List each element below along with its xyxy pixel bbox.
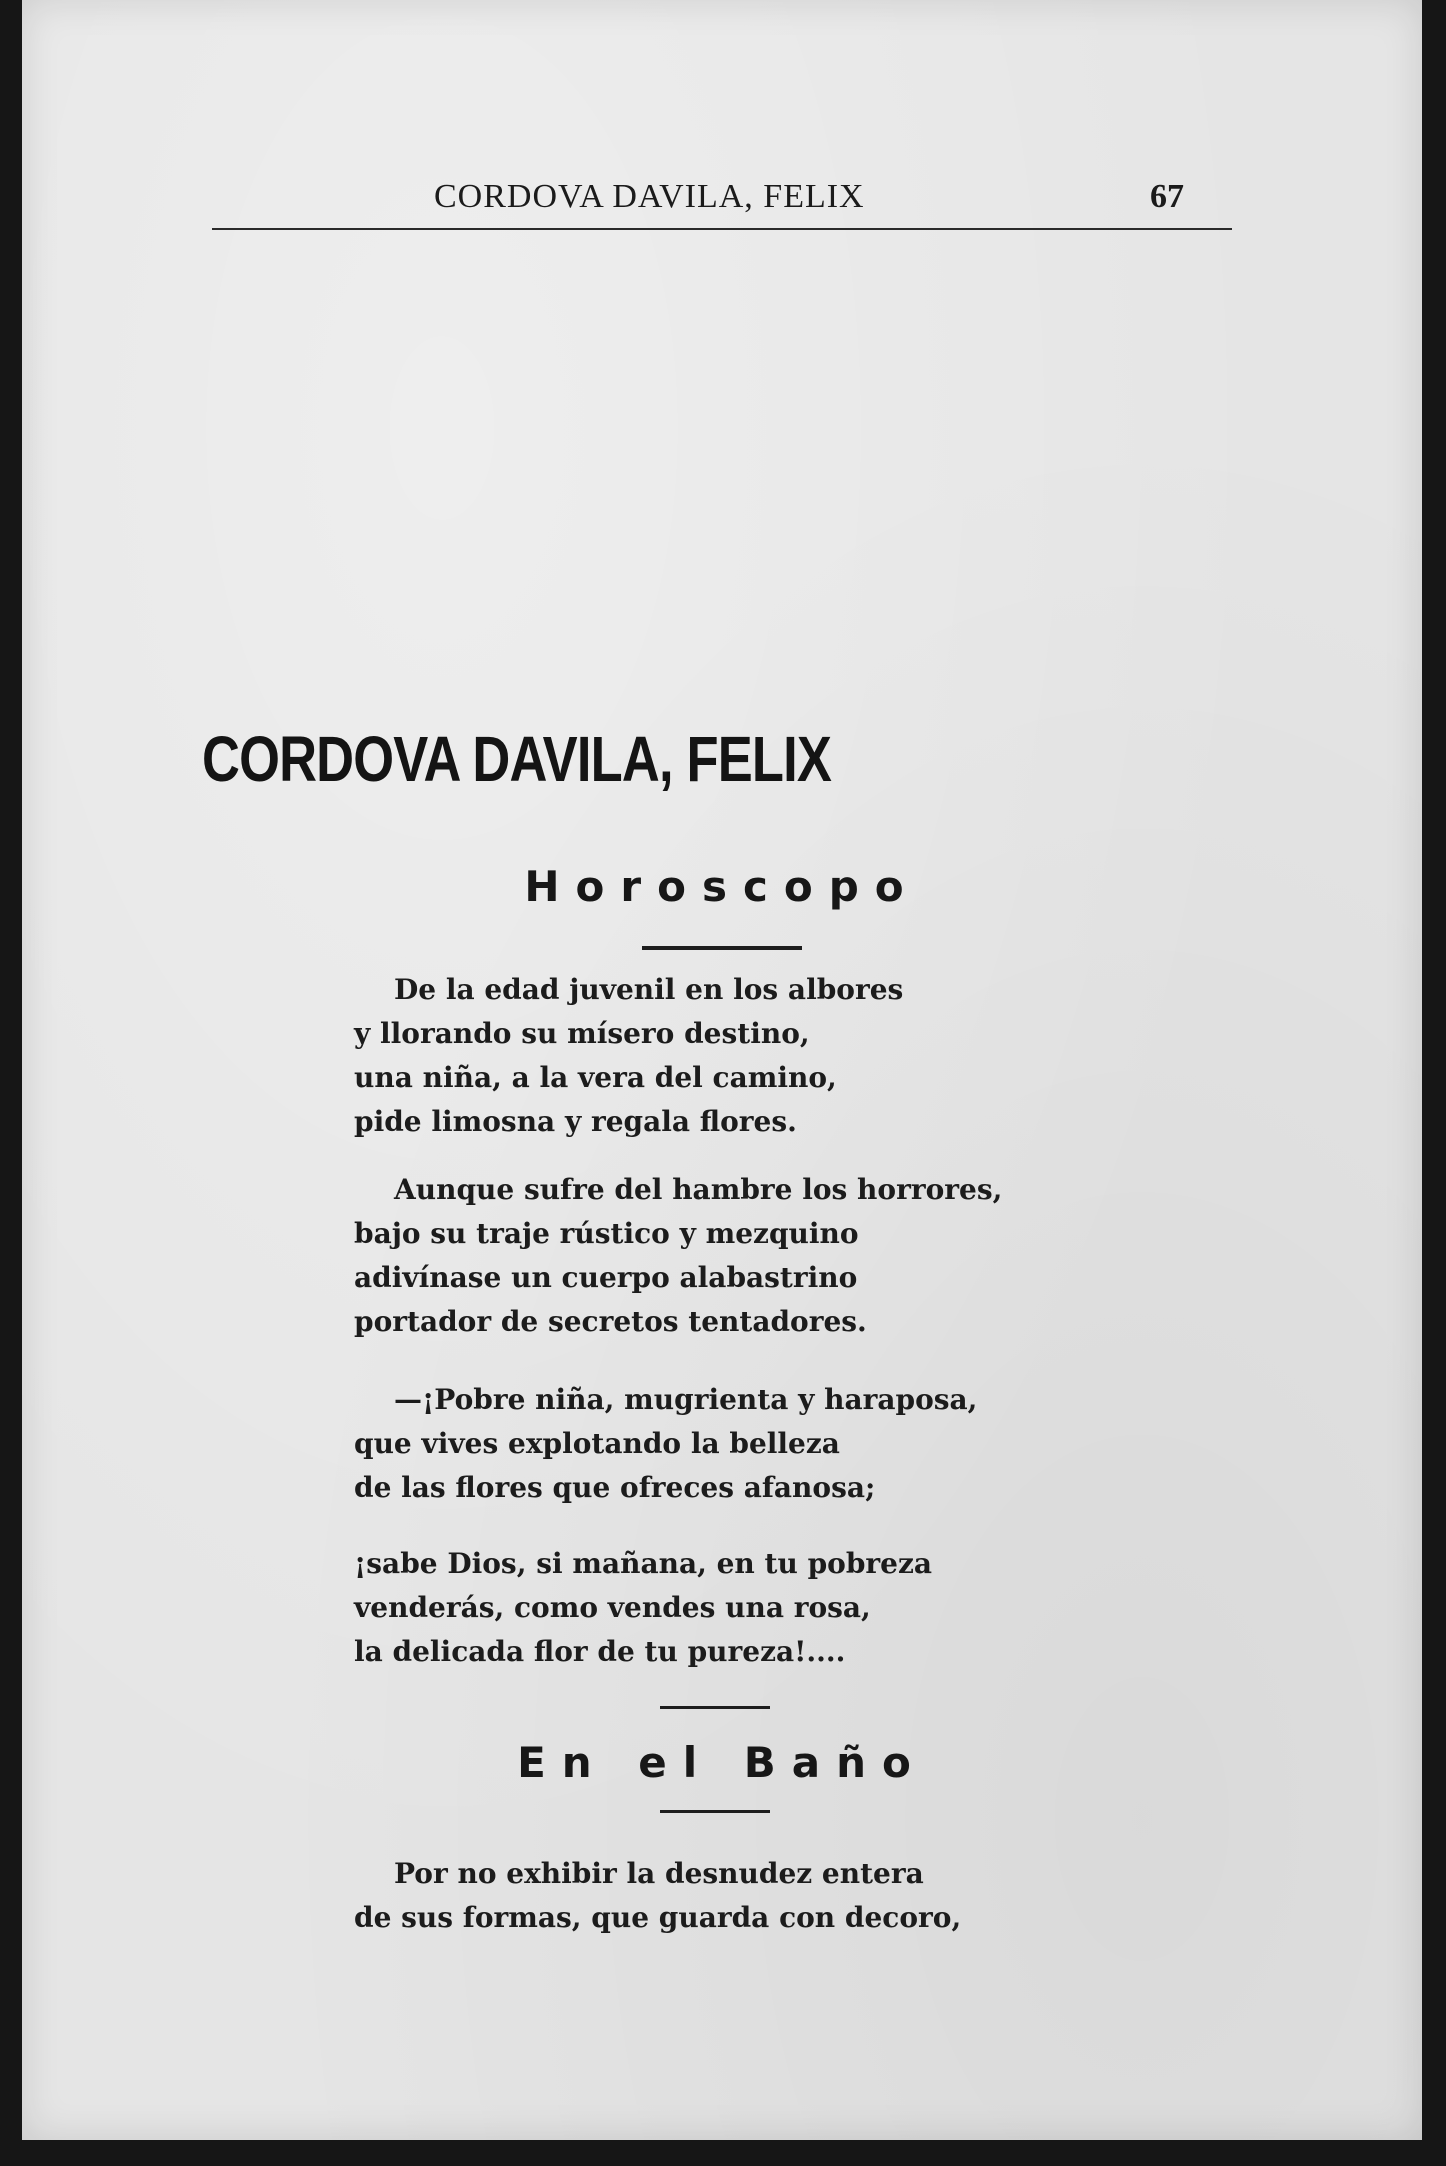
verse-line: Aunque sufre del hambre los horrores, [394, 1173, 1003, 1206]
author-heading: CORDOVA DAVILA, FELIX [202, 723, 832, 795]
title-rule [642, 946, 802, 950]
verse-line: De la edad juvenil en los albores [394, 973, 904, 1006]
poem1-stanza-2 [354, 1168, 1002, 1344]
verse-line: pide limosna y regala flores. [354, 1105, 797, 1138]
section-divider [660, 1706, 770, 1709]
verse-line: Por no exhibir la desnudez entera [394, 1857, 924, 1890]
title-rule [660, 1810, 770, 1813]
verse-line: ¡sabe Dios, si mañana, en tu pobreza [354, 1547, 933, 1580]
verse-line: de las flores que ofreces afanosa; [354, 1471, 876, 1504]
verse-line: y llorando su mísero destino, [354, 1017, 810, 1050]
poem-title-en-el-bano: En el Baño [517, 1738, 927, 1787]
verse-line: bajo su traje rústico y mezquino [354, 1217, 859, 1250]
page-number: 67 [1150, 178, 1184, 215]
verse-line: portador de secretos tentadores. [354, 1305, 867, 1338]
poem-title-horoscopo: Horoscopo [524, 862, 920, 911]
verse-line: que vives explotando la belleza [354, 1427, 840, 1460]
book-page [22, 0, 1422, 2140]
verse-line: de sus formas, que guarda con decoro, [354, 1901, 962, 1934]
verse-line: —¡Pobre niña, mugrienta y haraposa, [394, 1383, 978, 1416]
running-head [212, 178, 1232, 230]
poem1-stanza-1 [354, 968, 903, 1144]
verse-line: venderás, como vendes una rosa, [354, 1591, 871, 1624]
running-head-title: CORDOVA DAVILA, FELIX [434, 178, 865, 215]
verse-line: la delicada flor de tu pureza!.... [354, 1635, 846, 1668]
verse-line: adivínase un cuerpo alabastrino [354, 1261, 858, 1294]
poem1-stanza-3 [354, 1378, 977, 1510]
verse-line: una niña, a la vera del camino, [354, 1061, 837, 1094]
poem1-stanza-4 [354, 1542, 932, 1674]
poem2-stanza-1 [354, 1852, 961, 1940]
